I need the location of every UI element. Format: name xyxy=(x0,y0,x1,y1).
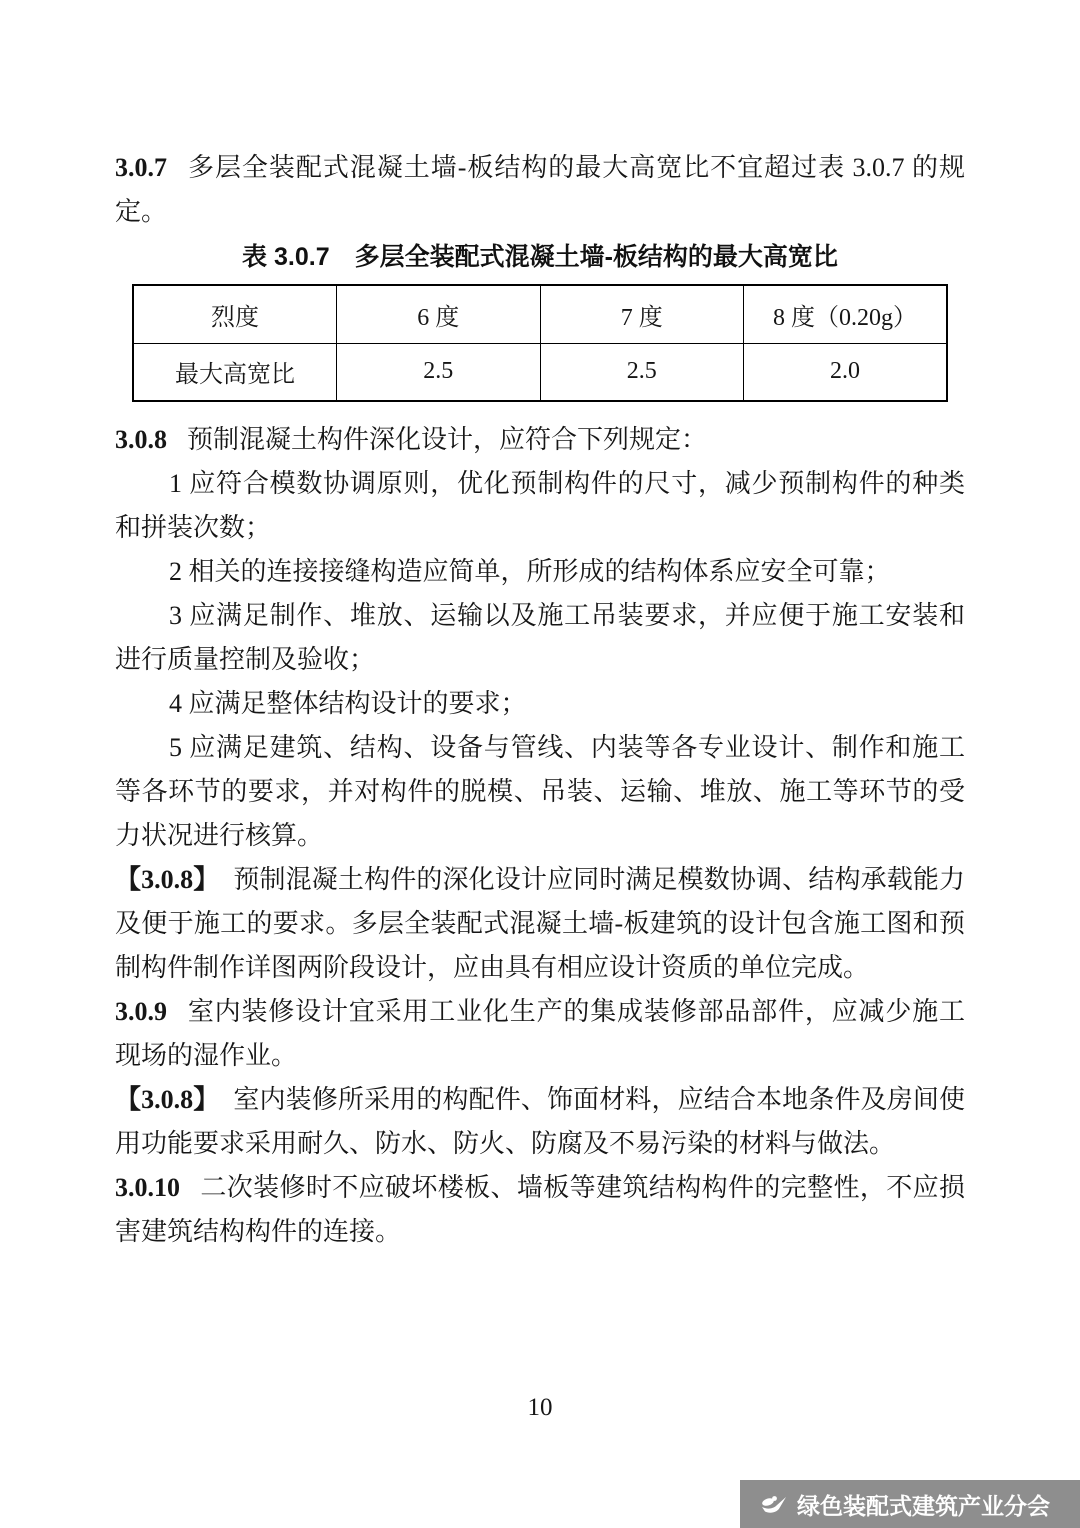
clause-3-0-10-text: 二次装修时不应破坏楼板、墙板等建筑结构构件的完整性，不应损害建筑结构构件的连接。 xyxy=(115,1173,965,1246)
table-data-row xyxy=(133,343,947,401)
dove-logo-icon xyxy=(760,1492,788,1516)
clause-3-0-9-number: 3.0.9 xyxy=(115,997,167,1026)
clause-3-0-8-number: 3.0.8 xyxy=(115,425,167,454)
commentary-3-0-8-text: 预制混凝土构件的深化设计应同时满足模数协调、结构承载能力及便于施工的要求。多层全装配式混凝土墙-板建筑的设计包含施工图和预制构件制作详图两阶段设计，应由具有相应设计资质的单位完成。 xyxy=(115,865,965,982)
table-header-intensity: 烈度 xyxy=(133,285,337,343)
table-caption: 表 3.0.7 多层全装配式混凝土墙-板结构的最大高宽比 xyxy=(242,243,838,271)
page-content xyxy=(115,146,965,1254)
clause-3-0-8-text: 预制混凝土构件深化设计，应符合下列规定： xyxy=(187,425,708,454)
commentary-3-0-8-label: 【3.0.8】 xyxy=(115,865,220,894)
clause-3-0-8-item-5: 5 应满足建筑、结构、设备与管线、内装等各专业设计、制作和施工等各环节的要求，并对构件的脱模、吊装、运输、堆放、施工等环节的受力状况进行核算。 xyxy=(115,733,965,850)
table-header-7-degree: 7 度 xyxy=(540,285,744,343)
clause-3-0-7-number: 3.0.7 xyxy=(115,153,167,182)
clause-3-0-8 xyxy=(115,418,965,462)
brand-name: 绿色装配式建筑产业分会 xyxy=(797,1492,1050,1519)
clause-3-0-7 xyxy=(115,146,965,234)
clause-3-0-8-item-3: 3 应满足制作、堆放、运输以及施工吊装要求，并应便于施工安装和进行质量控制及验收； xyxy=(115,601,965,674)
table-value-3: 2.0 xyxy=(744,343,948,401)
page-number: 10 xyxy=(527,1394,553,1421)
clause-3-0-8-item-1: 1 应符合模数协调原则，优化预制构件的尺寸，减少预制构件的种类和拼装次数； xyxy=(115,469,965,542)
clause-3-0-8-item-2: 2 相关的连接接缝构造应简单，所形成的结构体系应安全可靠； xyxy=(169,557,891,586)
commentary-3-0-9 xyxy=(115,1078,965,1166)
clause-3-0-7-text: 多层全装配式混凝土墙-板结构的最大高宽比不宜超过表 3.0.7 的规定。 xyxy=(115,153,965,226)
table-value-1: 2.5 xyxy=(337,343,541,401)
clause-3-0-8-item-4: 4 应满足整体结构设计的要求； xyxy=(169,689,527,718)
commentary-3-0-8 xyxy=(115,858,965,990)
table-row-label: 最大高宽比 xyxy=(133,343,337,401)
table-header-row xyxy=(133,285,947,343)
table-header-6-degree: 6 度 xyxy=(337,285,541,343)
footer-brand-bar xyxy=(740,1480,1080,1528)
table-value-2: 2.5 xyxy=(540,343,744,401)
max-aspect-ratio-table xyxy=(132,284,948,402)
clause-3-0-10-number: 3.0.10 xyxy=(115,1173,180,1202)
commentary-3-0-9-text: 室内装修所采用的构配件、饰面材料，应结合本地条件及房间使用功能要求采用耐久、防水、防火、防腐及不易污染的材料与做法。 xyxy=(115,1085,965,1158)
table-header-8-degree: 8 度（0.20g） xyxy=(744,285,948,343)
clause-3-0-9-text: 室内装修设计宜采用工业化生产的集成装修部品部件，应减少施工现场的湿作业。 xyxy=(115,997,965,1070)
clause-3-0-10 xyxy=(115,1166,965,1254)
commentary-3-0-9-label: 【3.0.8】 xyxy=(115,1085,220,1114)
clause-3-0-9 xyxy=(115,990,965,1078)
